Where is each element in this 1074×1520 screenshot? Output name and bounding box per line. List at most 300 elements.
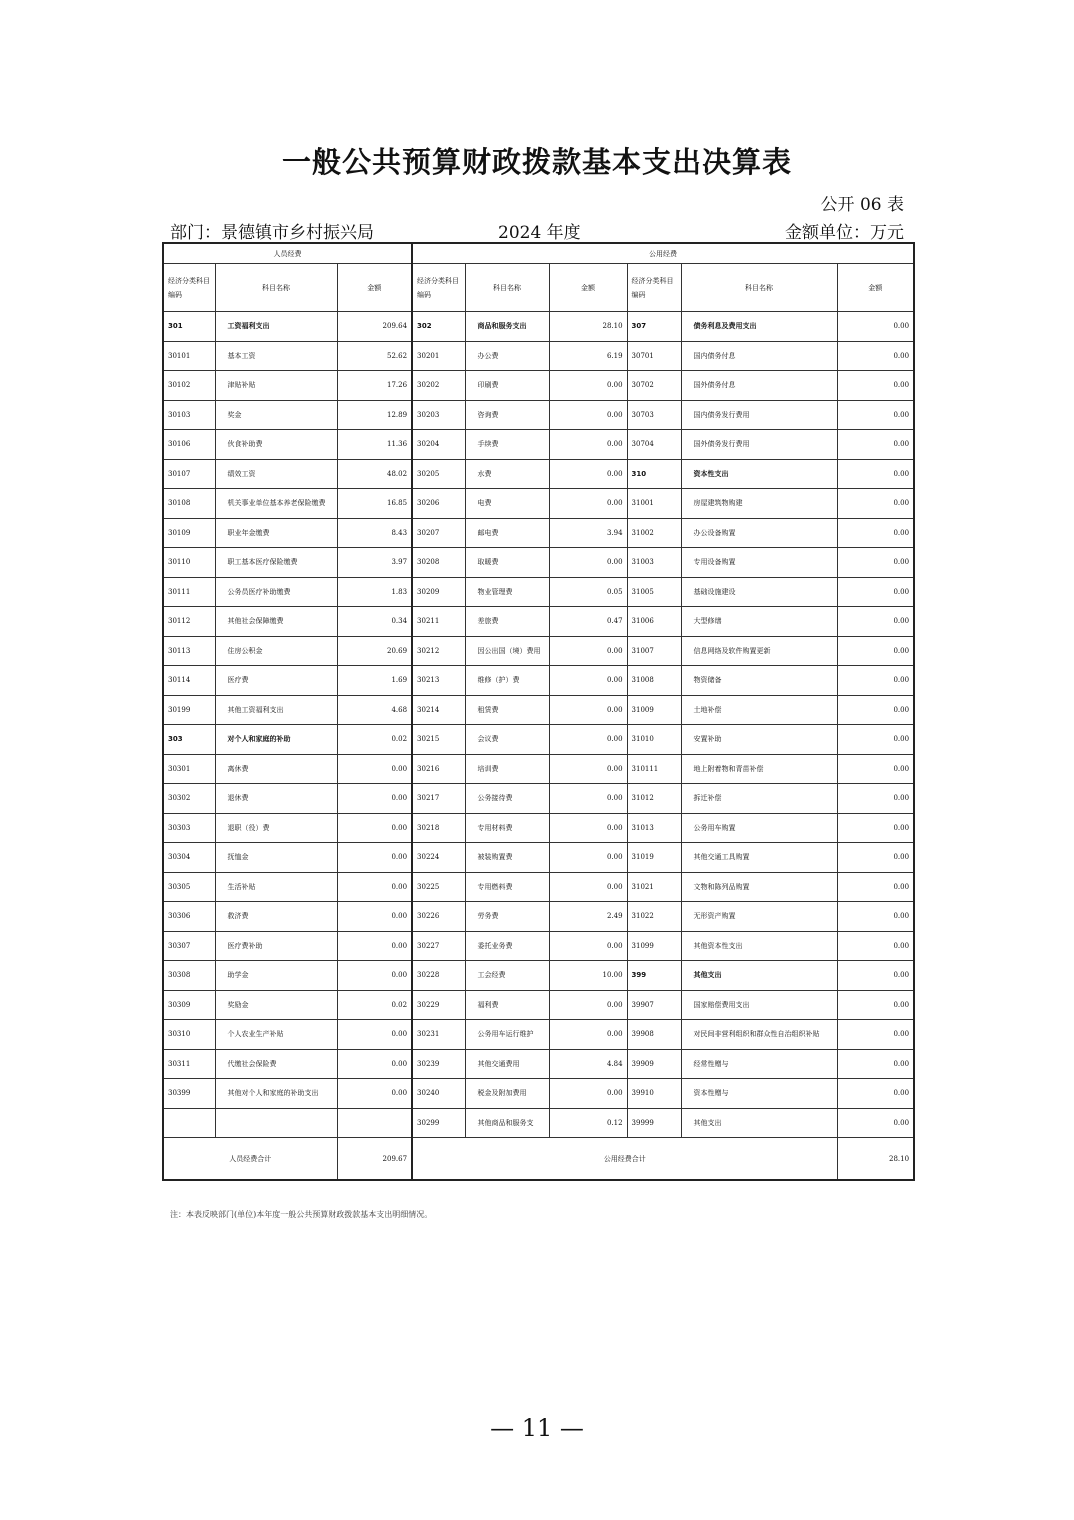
goods-services-code-cell: 30226 [412,902,465,932]
other-amount-cell: 0.00 [837,725,914,755]
other-name-cell: 资本性赠与 [681,1079,837,1109]
personnel-name-cell: 机关事业单位基本养老保险缴费 [215,489,337,519]
amount-header: 金额 [337,264,412,312]
other-amount-cell: 0.00 [837,371,914,401]
personnel-name-cell: 奖励金 [215,990,337,1020]
goods-services-name-cell: 其他交通费用 [465,1049,549,1079]
goods-services-code-cell: 30228 [412,961,465,991]
table-row [163,843,914,873]
other-amount-cell: 0.00 [837,931,914,961]
totals-row [163,1138,914,1181]
personnel-group-header: 人员经费 [163,243,412,264]
other-amount-cell: 0.00 [837,1108,914,1138]
personnel-amount-cell: 8.43 [337,518,412,548]
goods-services-code-cell: 30201 [412,341,465,371]
goods-services-code-cell: 302 [412,312,465,342]
goods-services-amount-cell: 2.49 [549,902,627,932]
other-name-cell: 国家赔偿费用支出 [681,990,837,1020]
goods-services-amount-cell: 0.00 [549,489,627,519]
goods-services-code-cell: 30218 [412,813,465,843]
personnel-code-cell: 301 [163,312,215,342]
personnel-code-cell: 30306 [163,902,215,932]
personnel-name-cell: 工资福利支出 [215,312,337,342]
other-code-cell: 30702 [627,371,681,401]
goods-services-name-cell: 工会经费 [465,961,549,991]
amount-header: 金额 [549,264,627,312]
goods-services-name-cell: 福利费 [465,990,549,1020]
goods-services-amount-cell: 0.47 [549,607,627,637]
goods-services-amount-cell: 4.84 [549,1049,627,1079]
other-name-cell: 公务用车购置 [681,813,837,843]
goods-services-amount-cell: 0.05 [549,577,627,607]
personnel-name-cell: 助学金 [215,961,337,991]
other-name-cell: 基础设施建设 [681,577,837,607]
name-header: 科目名称 [681,264,837,312]
goods-services-name-cell: 维修（护）费 [465,666,549,696]
personnel-name-cell: 伙食补助费 [215,430,337,460]
other-code-cell: 31002 [627,518,681,548]
other-amount-cell: 0.00 [837,548,914,578]
goods-services-name-cell: 培训费 [465,754,549,784]
other-name-cell: 专用设备购置 [681,548,837,578]
other-code-cell: 30704 [627,430,681,460]
other-code-cell: 31010 [627,725,681,755]
goods-services-name-cell: 公务用车运行维护 [465,1020,549,1050]
page-number: — 11 — [490,1414,584,1442]
personnel-name-cell: 住房公积金 [215,636,337,666]
goods-services-amount-cell: 6.19 [549,341,627,371]
personnel-code-cell: 30305 [163,872,215,902]
personnel-code-cell: 30109 [163,518,215,548]
personnel-name-cell [215,1108,337,1138]
goods-services-name-cell: 劳务费 [465,902,549,932]
other-name-cell: 办公设备购置 [681,518,837,548]
other-amount-cell: 0.00 [837,636,914,666]
public-group-header: 公用经费 [412,243,914,264]
goods-services-name-cell: 物业管理费 [465,577,549,607]
other-amount-cell: 0.00 [837,813,914,843]
personnel-amount-cell: 0.00 [337,902,412,932]
goods-services-code-cell: 30214 [412,695,465,725]
personnel-code-cell: 303 [163,725,215,755]
personnel-amount-cell: 0.34 [337,607,412,637]
table-row [163,489,914,519]
other-name-cell: 其他资本性支出 [681,931,837,961]
other-name-cell: 安置补助 [681,725,837,755]
goods-services-amount-cell: 0.00 [549,990,627,1020]
table-row [163,577,914,607]
goods-services-name-cell: 商品和服务支出 [465,312,549,342]
other-code-cell: 31012 [627,784,681,814]
goods-services-amount-cell: 0.00 [549,872,627,902]
other-amount-cell: 0.00 [837,1049,914,1079]
personnel-total-label: 人员经费合计 [163,1138,337,1181]
goods-services-code-cell: 30205 [412,459,465,489]
personnel-code-cell: 30199 [163,695,215,725]
personnel-amount-cell: 20.69 [337,636,412,666]
goods-services-name-cell: 水费 [465,459,549,489]
page-title: 一般公共预算财政拨款基本支出决算表 [281,145,792,179]
table-row [163,872,914,902]
personnel-code-cell: 30111 [163,577,215,607]
goods-services-name-cell: 因公出国（境）费用 [465,636,549,666]
personnel-code-cell: 30304 [163,843,215,873]
table-row [163,813,914,843]
goods-services-code-cell: 30209 [412,577,465,607]
personnel-code-cell: 30303 [163,813,215,843]
goods-services-name-cell: 邮电费 [465,518,549,548]
other-amount-cell: 0.00 [837,341,914,371]
table-row [163,990,914,1020]
goods-services-code-cell: 30206 [412,489,465,519]
goods-services-name-cell: 取暖费 [465,548,549,578]
goods-services-code-cell: 30224 [412,843,465,873]
personnel-name-cell: 救济费 [215,902,337,932]
other-amount-cell: 0.00 [837,400,914,430]
other-name-cell: 房屋建筑物购建 [681,489,837,519]
personnel-code-cell: 30110 [163,548,215,578]
personnel-code-cell: 30101 [163,341,215,371]
amount-header: 金额 [837,264,914,312]
personnel-amount-cell: 0.00 [337,1020,412,1050]
personnel-amount-cell: 0.00 [337,931,412,961]
table-row [163,607,914,637]
other-code-cell: 31008 [627,666,681,696]
other-name-cell: 债务利息及费用支出 [681,312,837,342]
personnel-name-cell: 其他对个人和家庭的补助支出 [215,1079,337,1109]
personnel-amount-cell: 11.36 [337,430,412,460]
other-name-cell: 国内债务付息 [681,341,837,371]
public-total-amount: 28.10 [837,1138,914,1181]
goods-services-code-cell: 30217 [412,784,465,814]
personnel-name-cell: 对个人和家庭的补助 [215,725,337,755]
table-row [163,931,914,961]
table-row [163,341,914,371]
personnel-amount-cell: 0.00 [337,1079,412,1109]
personnel-amount-cell: 1.83 [337,577,412,607]
other-code-cell: 31007 [627,636,681,666]
other-name-cell: 资本性支出 [681,459,837,489]
table-row [163,961,914,991]
goods-services-code-cell: 30229 [412,990,465,1020]
personnel-amount-cell: 17.26 [337,371,412,401]
personnel-name-cell: 职业年金缴费 [215,518,337,548]
goods-services-code-cell: 30213 [412,666,465,696]
goods-services-code-cell: 30207 [412,518,465,548]
other-code-cell: 307 [627,312,681,342]
personnel-code-cell: 30106 [163,430,215,460]
goods-services-name-cell: 其他商品和服务支 [465,1108,549,1138]
goods-services-name-cell: 电费 [465,489,549,519]
personnel-name-cell: 其他工资福利支出 [215,695,337,725]
other-code-cell: 31013 [627,813,681,843]
table-row [163,459,914,489]
personnel-name-cell: 个人农业生产补贴 [215,1020,337,1050]
goods-services-amount-cell: 0.00 [549,843,627,873]
table-row [163,400,914,430]
code-header: 经济分类科目编码 [412,264,465,312]
goods-services-amount-cell: 0.12 [549,1108,627,1138]
goods-services-amount-cell: 0.00 [549,1079,627,1109]
personnel-code-cell: 30302 [163,784,215,814]
personnel-code-cell: 30112 [163,607,215,637]
personnel-amount-cell: 3.97 [337,548,412,578]
personnel-amount-cell: 0.00 [337,1049,412,1079]
personnel-code-cell: 30114 [163,666,215,696]
other-amount-cell: 0.00 [837,459,914,489]
personnel-amount-cell: 0.00 [337,872,412,902]
other-amount-cell: 0.00 [837,518,914,548]
goods-services-amount-cell: 0.00 [549,813,627,843]
code-header: 经济分类科目编码 [163,264,215,312]
table-row [163,371,914,401]
goods-services-amount-cell: 0.00 [549,725,627,755]
other-code-cell: 31019 [627,843,681,873]
goods-services-name-cell: 公务接待费 [465,784,549,814]
goods-services-name-cell: 办公费 [465,341,549,371]
personnel-code-cell: 30102 [163,371,215,401]
other-name-cell: 其他支出 [681,1108,837,1138]
other-amount-cell: 0.00 [837,902,914,932]
table-row [163,754,914,784]
personnel-amount-cell: 16.85 [337,489,412,519]
personnel-code-cell: 30310 [163,1020,215,1050]
other-code-cell: 31021 [627,872,681,902]
fiscal-year-label: 2024 年度 [498,223,581,243]
personnel-name-cell: 基本工资 [215,341,337,371]
goods-services-name-cell: 专用燃料费 [465,872,549,902]
other-code-cell: 31099 [627,931,681,961]
other-amount-cell: 0.00 [837,312,914,342]
other-code-cell: 310111 [627,754,681,784]
other-code-cell: 30703 [627,400,681,430]
other-amount-cell: 0.00 [837,607,914,637]
other-name-cell: 国内债务发行费用 [681,400,837,430]
goods-services-code-cell: 30212 [412,636,465,666]
personnel-amount-cell: 209.64 [337,312,412,342]
other-code-cell: 310 [627,459,681,489]
other-name-cell: 信息网络及软件购置更新 [681,636,837,666]
goods-services-name-cell: 印刷费 [465,371,549,401]
goods-services-amount-cell: 3.94 [549,518,627,548]
goods-services-name-cell: 会议费 [465,725,549,755]
table-row [163,695,914,725]
goods-services-code-cell: 30227 [412,931,465,961]
table-note: 注：本表反映部门(单位)本年度一般公共预算财政拨款基本支出明细情况。 [170,1210,433,1219]
goods-services-amount-cell: 0.00 [549,459,627,489]
table-row [163,312,914,342]
table-row [163,1079,914,1109]
other-name-cell: 经常性赠与 [681,1049,837,1079]
goods-services-code-cell: 30239 [412,1049,465,1079]
goods-services-name-cell: 税金及附加费用 [465,1079,549,1109]
other-amount-cell: 0.00 [837,430,914,460]
other-code-cell: 39908 [627,1020,681,1050]
table-row [163,1049,914,1079]
table-row [163,636,914,666]
other-amount-cell: 0.00 [837,1020,914,1050]
personnel-amount-cell: 0.00 [337,784,412,814]
other-amount-cell: 0.00 [837,961,914,991]
goods-services-code-cell: 30225 [412,872,465,902]
personnel-name-cell: 退休费 [215,784,337,814]
other-code-cell: 31022 [627,902,681,932]
name-header: 科目名称 [215,264,337,312]
meta-line [170,218,904,242]
personnel-code-cell: 30307 [163,931,215,961]
name-header: 科目名称 [465,264,549,312]
personnel-code-cell: 30399 [163,1079,215,1109]
personnel-amount-cell: 0.00 [337,843,412,873]
other-name-cell: 其他支出 [681,961,837,991]
expenditure-table [162,242,915,1181]
goods-services-amount-cell: 0.00 [549,1020,627,1050]
goods-services-amount-cell: 10.00 [549,961,627,991]
goods-services-amount-cell: 28.10 [549,312,627,342]
goods-services-code-cell: 30299 [412,1108,465,1138]
personnel-code-cell: 30308 [163,961,215,991]
table-row [163,1020,914,1050]
goods-services-code-cell: 30216 [412,754,465,784]
personnel-code-cell: 30108 [163,489,215,519]
other-code-cell: 39907 [627,990,681,1020]
other-amount-cell: 0.00 [837,784,914,814]
personnel-code-cell: 30301 [163,754,215,784]
personnel-name-cell: 津贴补贴 [215,371,337,401]
other-code-cell: 39910 [627,1079,681,1109]
table-row [163,430,914,460]
personnel-amount-cell: 4.68 [337,695,412,725]
other-code-cell: 31005 [627,577,681,607]
other-name-cell: 物资储备 [681,666,837,696]
goods-services-amount-cell: 0.00 [549,636,627,666]
personnel-amount-cell: 48.02 [337,459,412,489]
other-code-cell: 31001 [627,489,681,519]
goods-services-code-cell: 30215 [412,725,465,755]
department-label: 部门：景德镇市乡村振兴局 [170,223,374,243]
other-name-cell: 文物和陈列品购置 [681,872,837,902]
personnel-name-cell: 医疗费 [215,666,337,696]
goods-services-code-cell: 30231 [412,1020,465,1050]
goods-services-name-cell: 租赁费 [465,695,549,725]
goods-services-name-cell: 手续费 [465,430,549,460]
personnel-code-cell: 30107 [163,459,215,489]
form-number: 公开 06 表 [820,195,904,215]
personnel-code-cell: 30311 [163,1049,215,1079]
personnel-amount-cell: 0.00 [337,813,412,843]
goods-services-amount-cell: 0.00 [549,666,627,696]
personnel-name-cell: 其他社会保障缴费 [215,607,337,637]
goods-services-amount-cell: 0.00 [549,548,627,578]
personnel-name-cell: 绩效工资 [215,459,337,489]
personnel-amount-cell: 1.69 [337,666,412,696]
other-amount-cell: 0.00 [837,754,914,784]
personnel-code-cell: 30309 [163,990,215,1020]
other-amount-cell: 0.00 [837,489,914,519]
code-header: 经济分类科目编码 [627,264,681,312]
table-row [163,518,914,548]
goods-services-name-cell: 咨询费 [465,400,549,430]
other-code-cell: 39999 [627,1108,681,1138]
table-row [163,902,914,932]
personnel-name-cell: 职工基本医疗保险缴费 [215,548,337,578]
goods-services-amount-cell: 0.00 [549,784,627,814]
other-code-cell: 399 [627,961,681,991]
goods-services-name-cell: 差旅费 [465,607,549,637]
other-name-cell: 地上附着物和青苗补偿 [681,754,837,784]
personnel-amount-cell: 0.02 [337,990,412,1020]
personnel-name-cell: 公务员医疗补助缴费 [215,577,337,607]
goods-services-amount-cell: 0.00 [549,695,627,725]
other-code-cell: 31003 [627,548,681,578]
other-code-cell: 31009 [627,695,681,725]
goods-services-amount-cell: 0.00 [549,430,627,460]
goods-services-amount-cell: 0.00 [549,931,627,961]
goods-services-name-cell: 专用材料费 [465,813,549,843]
other-code-cell: 39909 [627,1049,681,1079]
goods-services-code-cell: 30202 [412,371,465,401]
goods-services-code-cell: 30203 [412,400,465,430]
goods-services-code-cell: 30211 [412,607,465,637]
personnel-code-cell: 30113 [163,636,215,666]
other-amount-cell: 0.00 [837,666,914,696]
other-amount-cell: 0.00 [837,843,914,873]
goods-services-name-cell: 被装购置费 [465,843,549,873]
amount-unit-label: 金额单位：万元 [785,223,904,243]
other-amount-cell: 0.00 [837,872,914,902]
other-name-cell: 拆迁补偿 [681,784,837,814]
personnel-code-cell: 30103 [163,400,215,430]
personnel-amount-cell: 0.00 [337,961,412,991]
personnel-name-cell: 代缴社会保险费 [215,1049,337,1079]
goods-services-code-cell: 30240 [412,1079,465,1109]
personnel-code-cell [163,1108,215,1138]
personnel-amount-cell: 12.89 [337,400,412,430]
other-amount-cell: 0.00 [837,695,914,725]
goods-services-name-cell: 委托业务费 [465,931,549,961]
other-code-cell: 31006 [627,607,681,637]
other-name-cell: 其他交通工具购置 [681,843,837,873]
personnel-amount-cell: 52.62 [337,341,412,371]
other-name-cell: 对民间非营利组织和群众性自治组织补贴 [681,1020,837,1050]
personnel-name-cell: 医疗费补助 [215,931,337,961]
personnel-total-amount: 209.67 [337,1138,412,1181]
personnel-amount-cell [337,1108,412,1138]
other-name-cell: 无形资产购置 [681,902,837,932]
other-code-cell: 30701 [627,341,681,371]
other-name-cell: 国外债务付息 [681,371,837,401]
table-row [163,784,914,814]
table-row [163,666,914,696]
personnel-name-cell: 退职（役）费 [215,813,337,843]
goods-services-amount-cell: 0.00 [549,371,627,401]
goods-services-code-cell: 30208 [412,548,465,578]
table-row [163,1108,914,1138]
table-row [163,725,914,755]
other-amount-cell: 0.00 [837,1079,914,1109]
other-name-cell: 土地补偿 [681,695,837,725]
other-name-cell: 国外债务发行费用 [681,430,837,460]
other-amount-cell: 0.00 [837,577,914,607]
other-name-cell: 大型修缮 [681,607,837,637]
personnel-amount-cell: 0.02 [337,725,412,755]
personnel-name-cell: 奖金 [215,400,337,430]
personnel-amount-cell: 0.00 [337,754,412,784]
goods-services-amount-cell: 0.00 [549,754,627,784]
personnel-name-cell: 生活补贴 [215,872,337,902]
personnel-name-cell: 离休费 [215,754,337,784]
goods-services-code-cell: 30204 [412,430,465,460]
